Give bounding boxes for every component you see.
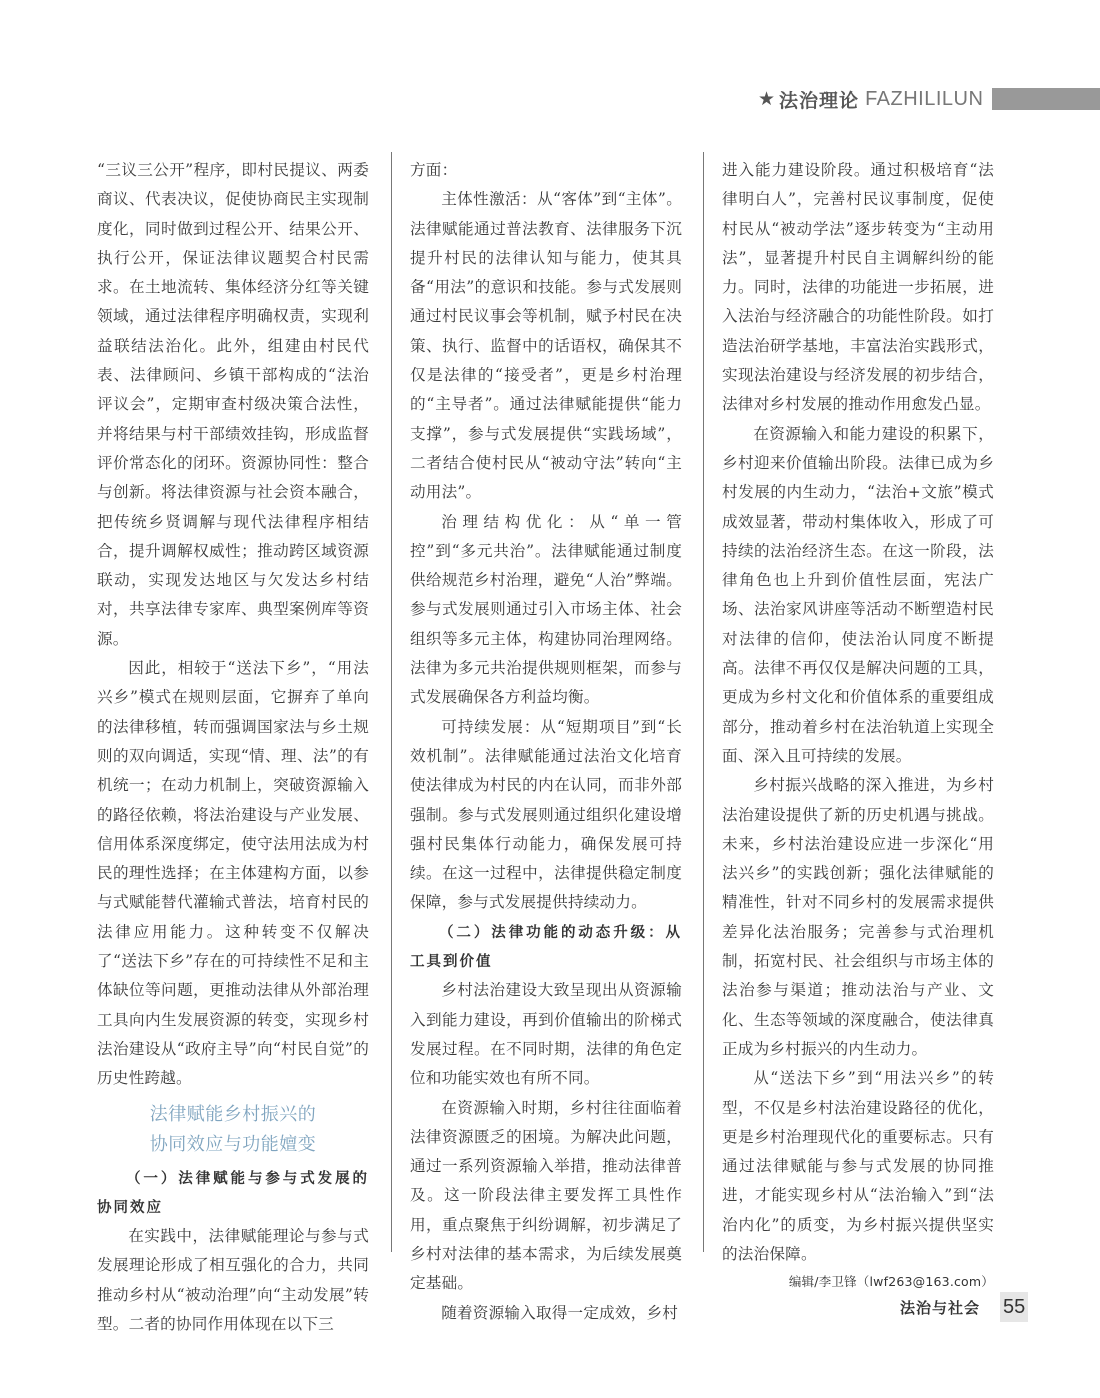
subsection-heading: （二）法律功能的动态升级：从工具到价值 <box>410 923 682 971</box>
section-heading <box>97 1100 369 1160</box>
article-column-2 <box>410 156 682 1328</box>
paragraph: 进入能力建设阶段。通过积极培育“法律明白人”，完善村民议事制度，促使村民从“被动学法”逐步转变为“主动用法”，显著提升村民自主调解纠纷的能力。同时，法律的功能进一步拓展，进入法治与经济融合的功能性阶段。如打造法治研学基地，丰富法治实践形式，实现法治建设与经济发展的初步结合，法律对乡村发展的推动作用愈发凸显。 <box>722 161 994 414</box>
article-column-3 <box>722 156 994 1293</box>
header-bar <box>992 88 1100 110</box>
paragraph: “三议三公开”程序，即村民提议、两委商议、代表决议，促使协商民主实现制度化，同时做到过程公开、结果公开、执行公开，保证法律议题契合村民需求。在土地流转、集体经济分红等关键领域，通过法律程序明确权责，实现利益联结法治化。此外，组建由村民代表、法律顾问、乡镇干部构成的“法治评议会”，定期审查村级决策合法性，并将结果与村干部绩效挂钩，形成监督评价常态化的闭环。资源协同性：整合与创新。将法律资源与社会资本融合，把传统乡贤调解与现代法律程序相结合，提升调解权威性；推动跨区域资源联动，实现发达地区与欠发达乡村结对，共享法律专家库、典型案例库等资源。 <box>97 161 369 648</box>
magazine-name: 法治与社会 <box>900 1298 981 1317</box>
page-number: 55 <box>1000 1292 1028 1322</box>
paragraph: 乡村振兴战略的深入推进，为乡村法治建设提供了新的历史机遇与挑战。未来，乡村法治建设应进一步深化“用法兴乡”的实践创新；强化法律赋能的精准性，针对不同乡村的发展需求提供差异化法治服务；完善参与式治理机制，拓宽村民、社会组织与市场主体的法治参与渠道；推动法治与产业、文化、生态等领域的深度融合，使法律真正成为乡村振兴的内生动力。 <box>722 776 994 1058</box>
section-heading-line: 法律赋能乡村振兴的 <box>149 1103 317 1125</box>
paragraph: 主体性激活：从“客体”到“主体”。法律赋能通过普法教育、法律服务下沉提升村民的法律认知与能力，使其具备“用法”的意识和技能。参与式发展则通过村民议事会等机制，赋予村民在决策、执行、监督中的话语权，确保其不仅是法律的“接受者”，更是乡村治理的“主导者”。通过法律赋能提供“能力支撑”，参与式发展提供“实践场域”，二者结合使村民从“被动守法”转向“主动用法”。 <box>410 190 682 502</box>
paragraph: 在资源输入时期，乡村往往面临着法律资源匮乏的困境。为解决此问题，通过一系列资源输入举措，推动法律普及。这一阶段法律主要发挥工具性作用，重点聚焦于纠纷调解，初步满足了乡村对法律的基本需求，为后续发展奠定基础。 <box>410 1098 682 1293</box>
star-icon: ★ <box>758 88 776 110</box>
paragraph: 因此，相较于“送法下乡”，“用法兴乡”模式在规则层面，它摒弃了单向的法律移植，转而强调国家法与乡土规则的双向调适，实现“情、理、法”的有机统一；在动力机制上，突破资源输入的路径依赖，将法治建设与产业发展、信用体系深度绑定，使守法用法成为村民的理性选择；在主体建构方面，以参与式赋能替代灌输式普法，培育村民的法律应用能力。这种转变不仅解决了“送法下乡”存在的可持续性不足和主体缺位等问题，更推动法律从外部治理工具向内生发展资源的转变，实现乡村法治建设从“政府主导”向“村民自觉”的历史性跨越。 <box>97 659 369 1088</box>
paragraph: 在实践中，法律赋能理论与参与式发展理论形成了相互强化的合力，共同推动乡村从“被动治理”向“主动发展”转型。二者的协同作用体现在以下三 <box>97 1227 369 1333</box>
column-divider <box>391 152 392 1252</box>
paragraph: 乡村法治建设大致呈现出从资源输入到能力建设，再到价值输出的阶梯式发展过程。在不同时期，法律的角色定位和功能实效也有所不同。 <box>410 981 682 1088</box>
paragraph: 治理结构优化：从“单一管控”到“多元共治”。法律赋能通过制度供给规范乡村治理，避免“人治”弊端。参与式发展则通过引入市场主体、社会组织等多元主体，构建协同治理网络。法律为多元共治提供规则框架，而参与式发展确保各方利益均衡。 <box>410 512 682 707</box>
section-header <box>758 86 983 112</box>
paragraph: 在资源输入和能力建设的积累下，乡村迎来价值输出阶段。法律已成为乡村发展的内生动力，“法治+文旅”模式成效显著，带动村集体收入，形成了可持续的法治经济生态。在这一阶段，法律角色也上升到价值性层面，宪法广场、法治家风讲座等活动不断塑造村民对法律的信仰，使法治认同度不断提高。法律不再仅仅是解决问题的工具，更成为乡村文化和价值体系的重要组成部分，推动着乡村在法治轨道上实现全面、深入且可持续的发展。 <box>722 424 994 765</box>
paragraph: 从“送法下乡”到“用法兴乡”的转型，不仅是乡村法治建设路径的优化，更是乡村治理现代化的重要标志。只有通过法律赋能与参与式发展的协同推进，才能实现乡村从“法治输入”到“法治内化”的质变，为乡村振兴提供坚实的法治保障。 <box>722 1069 994 1263</box>
subsection-heading: （一）法律赋能与参与式发展的协同效应 <box>97 1169 369 1216</box>
section-title-en: FAZHILILUN <box>865 87 984 110</box>
editor-credit: 编辑/李卫锋（lwf263@163.com） <box>788 1274 994 1290</box>
paragraph: 可持续发展：从“短期项目”到“长效机制”。法律赋能通过法治文化培育使法律成为村民的内在认同，而非外部强制。参与式发展则通过组织化建设增强村民集体行动能力，确保发展可持续。在这一过程中，法律提供稳定制度保障，参与式发展提供持续动力。 <box>410 717 682 912</box>
paragraph: 随着资源输入取得一定成效，乡村 <box>441 1303 679 1322</box>
article-column-1 <box>97 156 369 1339</box>
section-title-cn: 法治理论 <box>779 89 860 112</box>
column-divider <box>703 152 704 1252</box>
paragraph: 方面： <box>410 161 458 179</box>
section-heading-line: 协同效应与功能嬗变 <box>149 1133 317 1155</box>
page-footer <box>900 1292 1028 1322</box>
